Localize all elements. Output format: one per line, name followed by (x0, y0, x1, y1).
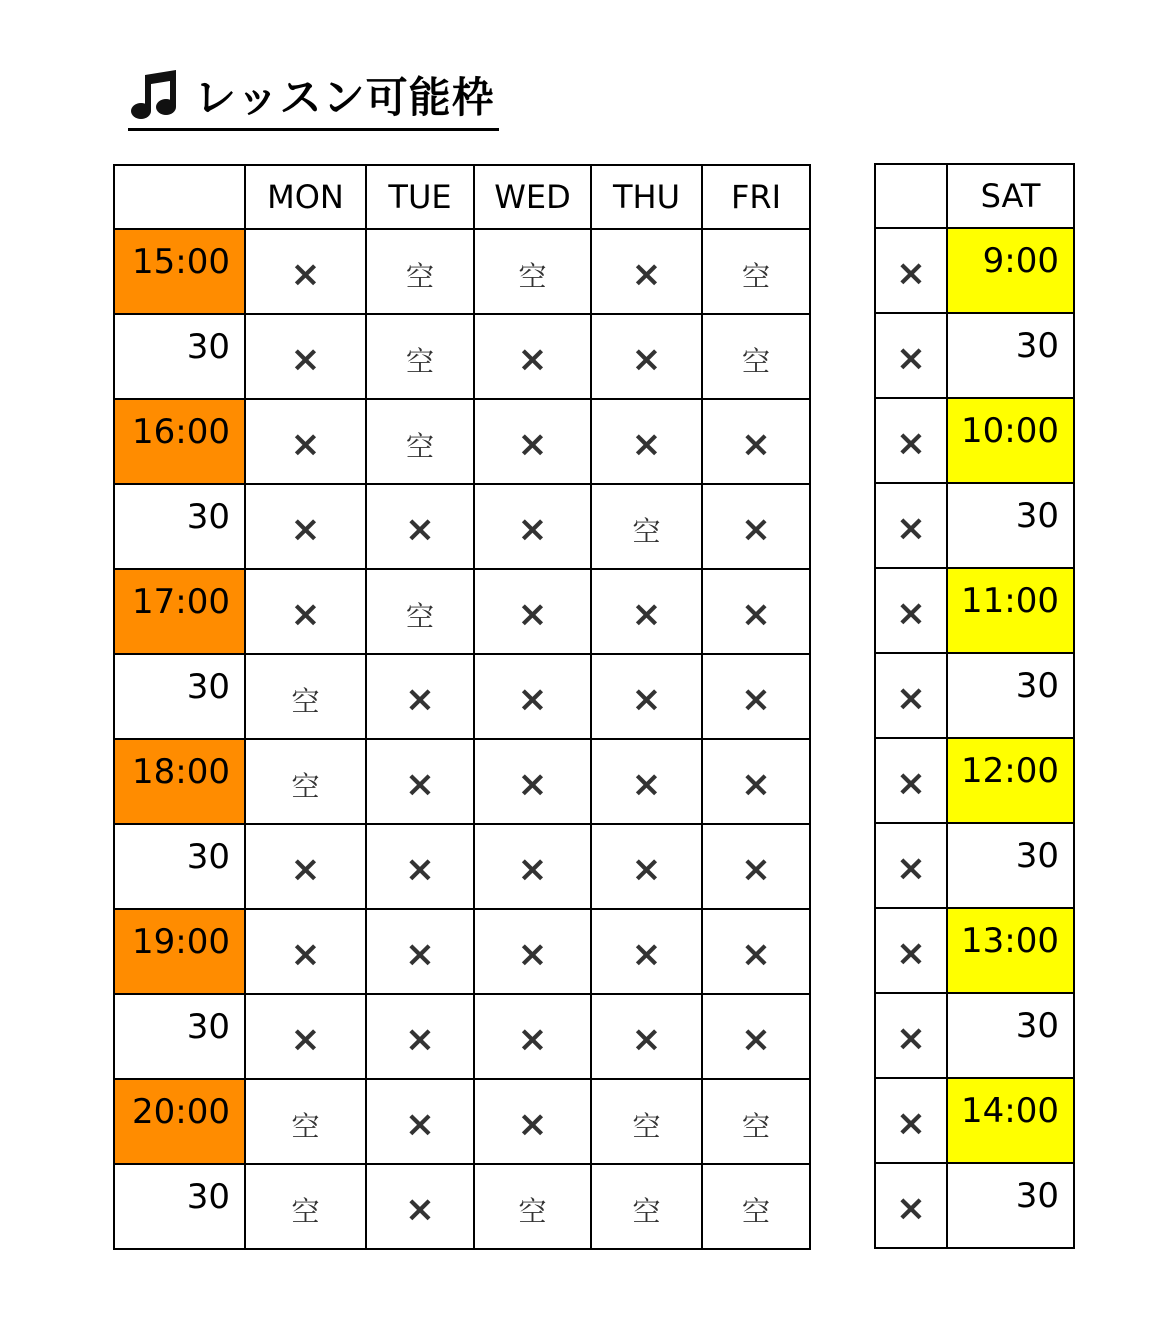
unavailable-mark: × (404, 1189, 436, 1230)
schedule-row (114, 399, 810, 484)
slot-cell (702, 484, 810, 569)
unavailable-mark: × (740, 509, 772, 550)
music-note-icon (128, 67, 184, 123)
slot-cell (366, 909, 474, 994)
available-mark: 空 (405, 599, 434, 633)
day-header-mon: MON (245, 165, 366, 229)
available-mark: 空 (405, 429, 434, 463)
weekday-schedule-table (113, 164, 811, 1250)
schedule-row (875, 313, 1074, 398)
available-mark: 空 (291, 1194, 320, 1228)
slot-cell (591, 1164, 702, 1249)
available-mark: 空 (291, 1109, 320, 1143)
unavailable-mark: × (517, 849, 548, 890)
unavailable-mark: × (895, 678, 927, 719)
slot-cell (366, 994, 474, 1079)
slot-cell (875, 483, 947, 568)
unavailable-mark: × (517, 594, 548, 635)
slot-cell (474, 569, 591, 654)
schedule-row (875, 908, 1074, 993)
unavailable-mark: × (404, 764, 436, 805)
unavailable-mark: × (895, 593, 927, 634)
slot-cell (875, 1078, 947, 1163)
slot-cell (875, 823, 947, 908)
available-mark: 空 (405, 259, 434, 293)
slot-cell (245, 484, 366, 569)
unavailable-mark: × (895, 1018, 927, 1059)
schedule-row (875, 1163, 1074, 1248)
slot-cell (591, 569, 702, 654)
unavailable-mark: × (631, 764, 662, 805)
slot-cell (591, 484, 702, 569)
slot-cell (474, 484, 591, 569)
page-title-text: レッスン可能枠 (194, 73, 495, 122)
slot-cell (474, 909, 591, 994)
unavailable-mark: × (631, 679, 662, 720)
slot-cell (474, 994, 591, 1079)
unavailable-mark: × (517, 1019, 548, 1060)
slot-cell (875, 908, 947, 993)
schedule-row (875, 1078, 1074, 1163)
slot-cell (702, 654, 810, 739)
unavailable-mark: × (895, 933, 927, 974)
time-label: 30 (947, 993, 1074, 1078)
available-mark: 空 (405, 344, 434, 378)
available-mark: 空 (518, 259, 547, 293)
unavailable-mark: × (895, 423, 927, 464)
schedule-row (875, 738, 1074, 823)
available-mark: 空 (741, 259, 770, 293)
slot-cell (245, 739, 366, 824)
unavailable-mark: × (631, 424, 662, 465)
day-header-wed: WED (474, 165, 591, 229)
time-label: 30 (114, 994, 245, 1079)
slot-cell (875, 993, 947, 1078)
slot-cell (474, 1079, 591, 1164)
schedule-row (875, 993, 1074, 1078)
day-header-fri: FRI (702, 165, 810, 229)
unavailable-mark: × (290, 1019, 321, 1060)
time-label: 20:00 (114, 1079, 245, 1164)
unavailable-mark: × (631, 339, 662, 380)
slot-cell (875, 568, 947, 653)
slot-cell (245, 229, 366, 314)
slot-cell (702, 994, 810, 1079)
slot-cell (591, 994, 702, 1079)
schedule-row (875, 653, 1074, 738)
unavailable-mark: × (740, 849, 772, 890)
slot-cell (875, 313, 947, 398)
slot-cell (875, 1163, 947, 1248)
time-label: 30 (947, 483, 1074, 568)
schedule-row (875, 823, 1074, 908)
unavailable-mark: × (517, 934, 548, 975)
unavailable-mark: × (517, 509, 548, 550)
unavailable-mark: × (895, 508, 927, 549)
unavailable-mark: × (740, 934, 772, 975)
unavailable-mark: × (631, 934, 662, 975)
schedule-row (114, 994, 810, 1079)
day-header-tue: TUE (366, 165, 474, 229)
slot-cell (702, 824, 810, 909)
available-mark: 空 (632, 1109, 661, 1143)
time-label: 30 (947, 653, 1074, 738)
saturday-schedule-table (874, 163, 1075, 1249)
unavailable-mark: × (517, 339, 548, 380)
slot-cell (875, 398, 947, 483)
unavailable-mark: × (517, 1104, 548, 1145)
unavailable-mark: × (895, 848, 927, 889)
time-label: 18:00 (114, 739, 245, 824)
slot-cell (591, 1079, 702, 1164)
slot-cell (245, 994, 366, 1079)
slot-cell (474, 229, 591, 314)
schedule-row (114, 484, 810, 569)
time-label: 30 (947, 823, 1074, 908)
slot-cell (366, 824, 474, 909)
slot-cell (591, 654, 702, 739)
available-mark: 空 (741, 344, 770, 378)
schedule-row (875, 228, 1074, 313)
time-label: 12:00 (947, 738, 1074, 823)
schedule-row (114, 1164, 810, 1249)
unavailable-mark: × (404, 849, 436, 890)
time-label: 30 (947, 313, 1074, 398)
available-mark: 空 (632, 514, 661, 548)
time-label: 17:00 (114, 569, 245, 654)
unavailable-mark: × (290, 594, 321, 635)
slot-cell (591, 909, 702, 994)
day-header-thu: THU (591, 165, 702, 229)
available-mark: 空 (291, 684, 320, 718)
slot-cell (474, 824, 591, 909)
slot-cell (245, 824, 366, 909)
slot-cell (366, 654, 474, 739)
slot-cell (245, 1079, 366, 1164)
unavailable-mark: × (404, 679, 436, 720)
schedule-row (114, 314, 810, 399)
unavailable-mark: × (631, 849, 662, 890)
slot-cell (474, 399, 591, 484)
slot-cell (875, 228, 947, 313)
unavailable-mark: × (404, 1104, 436, 1145)
slot-cell (702, 909, 810, 994)
slot-cell (245, 654, 366, 739)
unavailable-mark: × (895, 338, 927, 379)
time-label: 13:00 (947, 908, 1074, 993)
slot-cell (702, 1164, 810, 1249)
unavailable-mark: × (740, 679, 772, 720)
slot-cell (245, 569, 366, 654)
unavailable-mark: × (740, 424, 772, 465)
unavailable-mark: × (290, 934, 321, 975)
time-label: 30 (114, 654, 245, 739)
page-title (128, 62, 499, 131)
unavailable-mark: × (631, 254, 662, 295)
slot-cell (702, 739, 810, 824)
schedule-row (114, 909, 810, 994)
slot-cell (591, 399, 702, 484)
weekday-header-row (114, 165, 810, 229)
schedule-row (875, 398, 1074, 483)
schedule-row (114, 739, 810, 824)
schedule-row (114, 569, 810, 654)
slot-cell (702, 399, 810, 484)
slot-cell (474, 314, 591, 399)
unavailable-mark: × (895, 1103, 927, 1144)
time-label: 10:00 (947, 398, 1074, 483)
saturday-header-row (875, 164, 1074, 228)
time-label: 30 (114, 314, 245, 399)
corner-cell (114, 165, 245, 229)
unavailable-mark: × (290, 339, 321, 380)
schedule-row (114, 824, 810, 909)
slot-cell (245, 909, 366, 994)
slot-cell (591, 229, 702, 314)
slot-cell (474, 654, 591, 739)
slot-cell (366, 314, 474, 399)
unavailable-mark: × (517, 764, 548, 805)
unavailable-mark: × (290, 254, 321, 295)
slot-cell (366, 1079, 474, 1164)
day-header-sat: SAT (947, 164, 1074, 228)
unavailable-mark: × (404, 1019, 436, 1060)
time-label: 30 (114, 1164, 245, 1249)
unavailable-mark: × (517, 679, 548, 720)
slot-cell (591, 824, 702, 909)
slot-cell (702, 229, 810, 314)
time-label: 16:00 (114, 399, 245, 484)
slot-cell (702, 569, 810, 654)
unavailable-mark: × (404, 934, 436, 975)
slot-cell (875, 738, 947, 823)
slot-cell (591, 314, 702, 399)
unavailable-mark: × (631, 1019, 662, 1060)
schedule-row (114, 1079, 810, 1164)
slot-cell (474, 1164, 591, 1249)
slot-cell (702, 1079, 810, 1164)
time-label: 19:00 (114, 909, 245, 994)
available-mark: 空 (291, 769, 320, 803)
slot-cell (245, 399, 366, 484)
slot-cell (366, 569, 474, 654)
unavailable-mark: × (517, 424, 548, 465)
available-mark: 空 (632, 1194, 661, 1228)
slot-cell (245, 1164, 366, 1249)
slot-cell (702, 314, 810, 399)
unavailable-mark: × (290, 509, 321, 550)
slot-cell (591, 739, 702, 824)
time-label: 30 (114, 484, 245, 569)
time-label: 14:00 (947, 1078, 1074, 1163)
slot-cell (245, 314, 366, 399)
slot-cell (366, 484, 474, 569)
unavailable-mark: × (404, 509, 436, 550)
unavailable-mark: × (740, 764, 772, 805)
available-mark: 空 (741, 1109, 770, 1143)
slot-cell (875, 653, 947, 738)
slot-cell (366, 739, 474, 824)
unavailable-mark: × (290, 424, 321, 465)
unavailable-mark: × (895, 1188, 927, 1229)
time-label: 30 (114, 824, 245, 909)
schedule-row (114, 654, 810, 739)
time-label: 15:00 (114, 229, 245, 314)
corner-cell (875, 164, 947, 228)
unavailable-mark: × (740, 594, 772, 635)
time-label: 11:00 (947, 568, 1074, 653)
unavailable-mark: × (631, 594, 662, 635)
unavailable-mark: × (740, 1019, 772, 1060)
unavailable-mark: × (895, 763, 927, 804)
slot-cell (366, 1164, 474, 1249)
available-mark: 空 (741, 1194, 770, 1228)
time-label: 30 (947, 1163, 1074, 1248)
unavailable-mark: × (895, 253, 927, 294)
slot-cell (366, 399, 474, 484)
available-mark: 空 (518, 1194, 547, 1228)
schedule-row (114, 229, 810, 314)
unavailable-mark: × (290, 849, 321, 890)
time-label: 9:00 (947, 228, 1074, 313)
schedule-row (875, 483, 1074, 568)
slot-cell (366, 229, 474, 314)
schedule-row (875, 568, 1074, 653)
slot-cell (474, 739, 591, 824)
